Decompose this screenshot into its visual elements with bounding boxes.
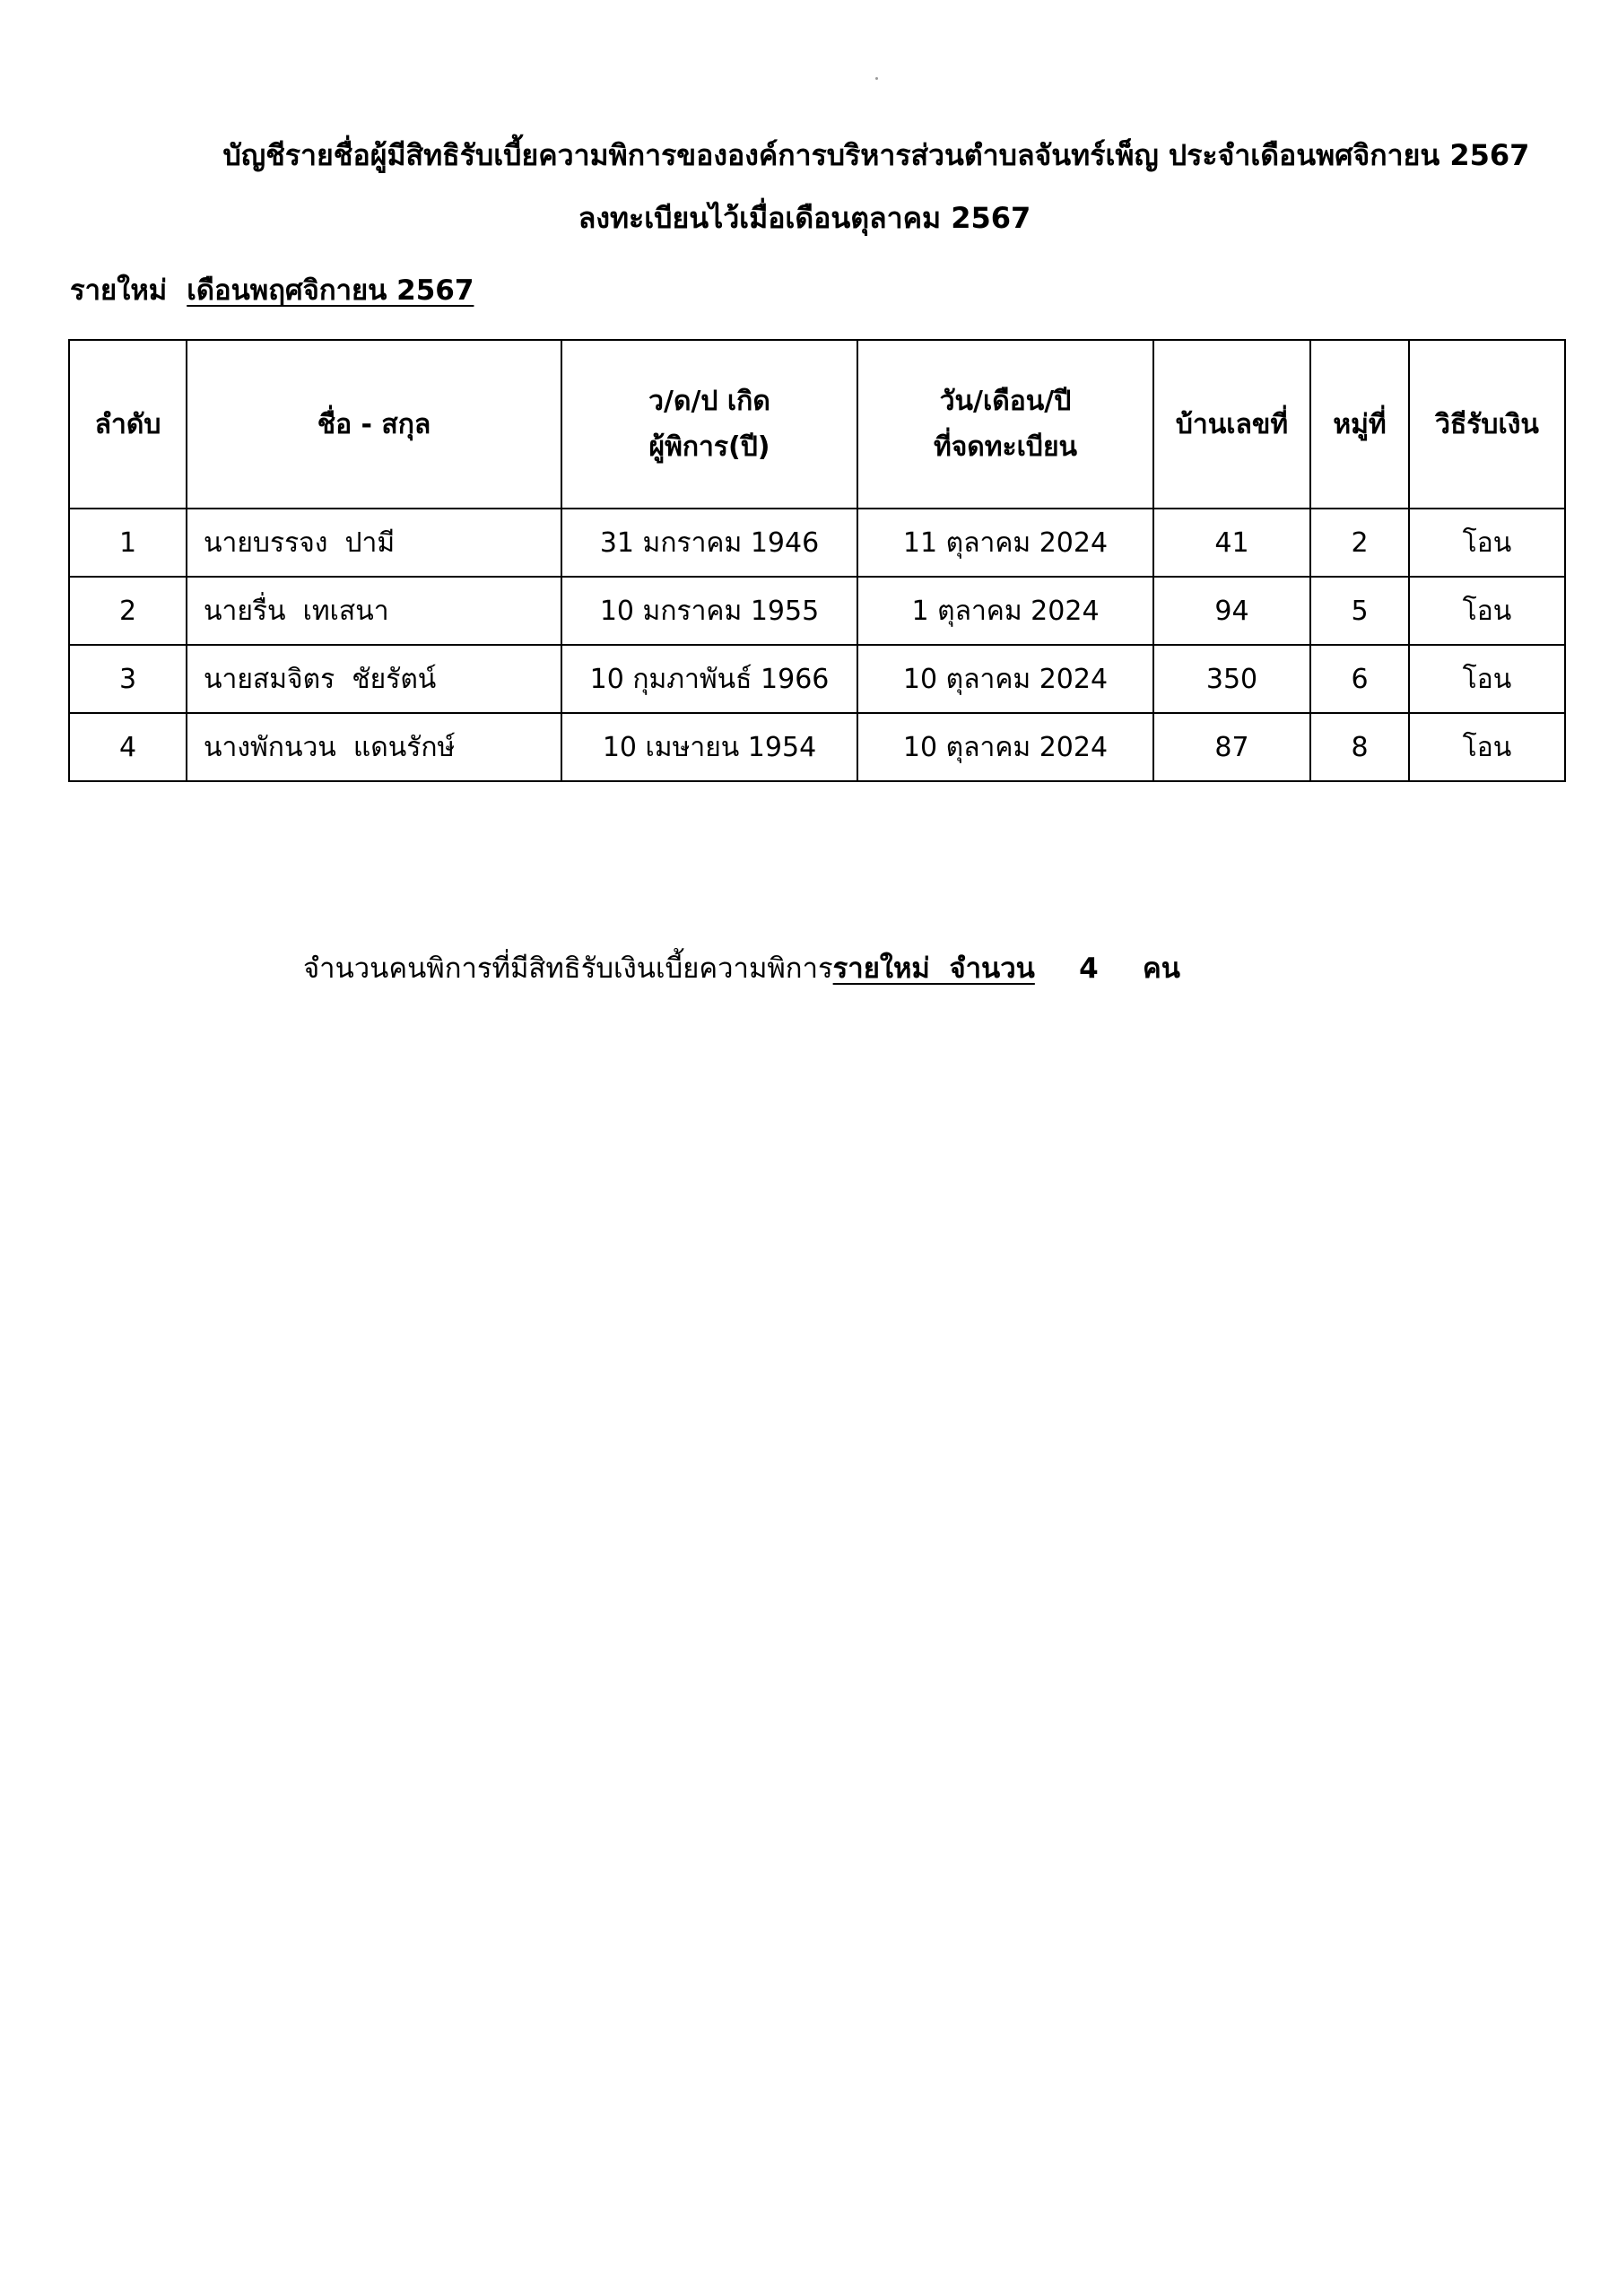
- table-row: [69, 509, 1565, 577]
- cell-birth-date: 10 มกราคม 1955: [561, 577, 857, 645]
- table-row: [69, 713, 1565, 781]
- recipients-table: [68, 339, 1566, 782]
- table-row: [69, 577, 1565, 645]
- summary-emphasis: รายใหม่ จำนวน: [832, 952, 1035, 985]
- cell-village: 2: [1310, 509, 1409, 577]
- cell-payment-method: โอน: [1409, 713, 1565, 781]
- cell-house-number: 41: [1153, 509, 1310, 577]
- section-month: เดือนพฤศจิกายน 2567: [187, 274, 474, 307]
- cell-name: นางพักนวน แดนรักษ์: [187, 713, 561, 781]
- cell-name: นายบรรจง ปามี: [187, 509, 561, 577]
- header-no: ลำดับ: [69, 340, 187, 509]
- summary-unit: คน: [1142, 952, 1180, 985]
- summary-prefix: จำนวนคนพิการที่มีสิทธิรับเงินเบี้ยความพิการ: [303, 952, 833, 985]
- cell-village: 6: [1310, 645, 1409, 713]
- cell-payment-method: โอน: [1409, 577, 1565, 645]
- cell-house-number: 87: [1153, 713, 1310, 781]
- section-label: รายใหม่: [70, 274, 168, 307]
- cell-birth-date: 31 มกราคม 1946: [561, 509, 857, 577]
- cell-registration-date: 1 ตุลาคม 2024: [857, 577, 1153, 645]
- cell-payment-method: โอน: [1409, 645, 1565, 713]
- header-reg-line2: ที่จดทะเบียน: [933, 431, 1078, 463]
- header-village: หมู่ที่: [1310, 340, 1409, 509]
- header-house-number: บ้านเลขที่: [1153, 340, 1310, 509]
- cell-village: 5: [1310, 577, 1409, 645]
- cell-no: 4: [69, 713, 187, 781]
- table-header-row: [69, 340, 1565, 509]
- cell-payment-method: โอน: [1409, 509, 1565, 577]
- section-heading: [70, 267, 474, 312]
- table-row: [69, 645, 1565, 713]
- cell-no: 1: [69, 509, 187, 577]
- header-reg-line1: วัน/เดือน/ปี: [939, 386, 1072, 417]
- header-registration-date: [857, 340, 1153, 509]
- cell-name: นายรื่น เทเสนา: [187, 577, 561, 645]
- document-title: บัญชีรายชื่อผู้มีสิทธิรับเบี้ยความพิการขององค์การบริหารส่วนตำบลจันทร์เพ็ญ ประจำเดือนพศจิกายน 2567: [222, 138, 1530, 172]
- cell-village: 8: [1310, 713, 1409, 781]
- cell-house-number: 350: [1153, 645, 1310, 713]
- cell-birth-date: 10 กุมภาพันธ์ 1966: [561, 645, 857, 713]
- summary-line: [303, 945, 1180, 990]
- cell-no: 3: [69, 645, 187, 713]
- cell-registration-date: 10 ตุลาคม 2024: [857, 713, 1153, 781]
- cell-birth-date: 10 เมษายน 1954: [561, 713, 857, 781]
- summary-count: 4: [1079, 952, 1099, 985]
- cell-no: 2: [69, 577, 187, 645]
- header-name: ชื่อ - สกุล: [187, 340, 561, 509]
- cell-registration-date: 10 ตุลาคม 2024: [857, 645, 1153, 713]
- cell-registration-date: 11 ตุลาคม 2024: [857, 509, 1153, 577]
- header-birth-line1: ว/ด/ป เกิด: [648, 386, 770, 417]
- scan-speck: [875, 77, 878, 80]
- header-payment-method: วิธีรับเงิน: [1409, 340, 1565, 509]
- document-subtitle: ลงทะเบียนไว้เมื่อเดือนตุลาคม 2567: [578, 201, 1031, 235]
- header-birth-date: [561, 340, 857, 509]
- cell-name: นายสมจิตร ชัยรัตน์: [187, 645, 561, 713]
- header-birth-line2: ผู้พิการ(ปี): [648, 431, 770, 463]
- cell-house-number: 94: [1153, 577, 1310, 645]
